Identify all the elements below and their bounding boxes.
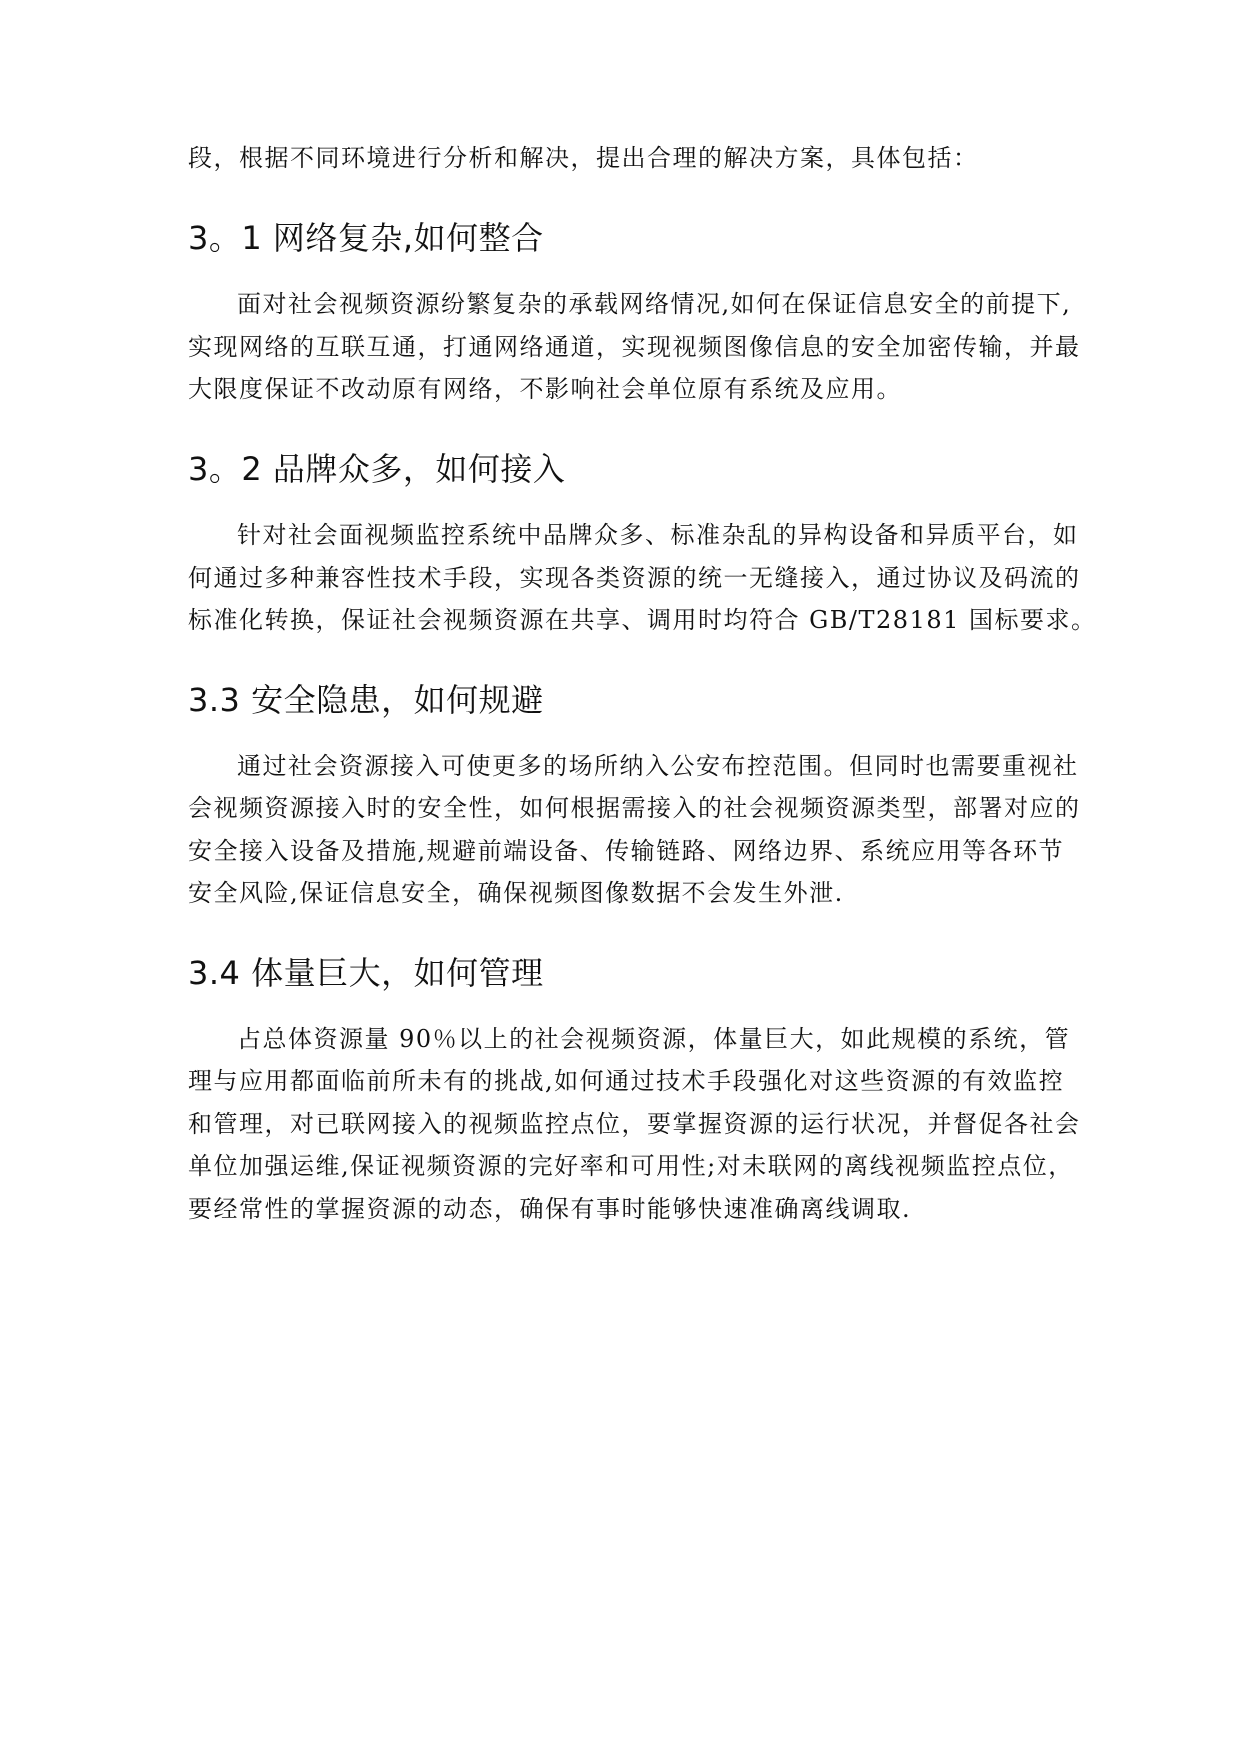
- section-heading-3-2: 3。2 品牌众多，如何接入: [188, 450, 566, 488]
- paragraph-line: 单位加强运维,保证视频资源的完好率和可用性;对未联网的离线视频监控点位，: [188, 1152, 1074, 1180]
- paragraph-line: 和管理，对已联网接入的视频监控点位，要掌握资源的运行状况，并督促各社会: [188, 1110, 1081, 1138]
- section-heading-3-3: 3.3 安全隐患，如何规避: [188, 681, 544, 719]
- paragraph-line: 实现网络的互联互通，打通网络通道，实现视频图像信息的安全加密传输，并最: [188, 333, 1081, 361]
- paragraph-line: 安全风险,保证信息安全，确保视频图像数据不会发生外泄.: [188, 879, 844, 907]
- paragraph-line: 面对社会视频资源纷繁复杂的承载网络情况,如何在保证信息安全的前提下,: [237, 290, 1072, 318]
- paragraph-line: 针对社会面视频监控系统中品牌众多、标准杂乱的异构设备和异质平台，如: [237, 521, 1079, 549]
- paragraph-line: 何通过多种兼容性技术手段，实现各类资源的统一无缝接入，通过协议及码流的: [188, 564, 1081, 592]
- section-heading-3-4: 3.4 体量巨大，如何管理: [188, 954, 544, 992]
- intro-paragraph-line: 段，根据不同环境进行分析和解决，提出合理的解决方案，具体包括：: [188, 144, 979, 172]
- paragraph-line: 标准化转换，保证社会视频资源在共享、调用时均符合 GB/T28181 国标要求。: [188, 606, 1097, 634]
- paragraph-line: 会视频资源接入时的安全性，如何根据需接入的社会视频资源类型，部署对应的: [188, 794, 1081, 822]
- paragraph-line: 要经常性的掌握资源的动态，确保有事时能够快速准确离线调取.: [188, 1195, 912, 1223]
- section-heading-3-1: 3。1 网络复杂,如何整合: [188, 219, 544, 257]
- paragraph-line: 大限度保证不改动原有网络，不影响社会单位原有系统及应用。: [188, 375, 902, 403]
- paragraph-line: 安全接入设备及措施,规避前端设备、传输链路、网络边界、系统应用等各环节: [188, 837, 1065, 865]
- paragraph-line: 通过社会资源接入可使更多的场所纳入公安布控范围。但同时也需要重视社: [237, 752, 1079, 780]
- paragraph-line: 占总体资源量 90％以上的社会视频资源，体量巨大，如此规模的系统，管: [237, 1025, 1071, 1053]
- paragraph-line: 理与应用都面临前所未有的挑战,如何通过技术手段强化对这些资源的有效监控: [188, 1067, 1065, 1095]
